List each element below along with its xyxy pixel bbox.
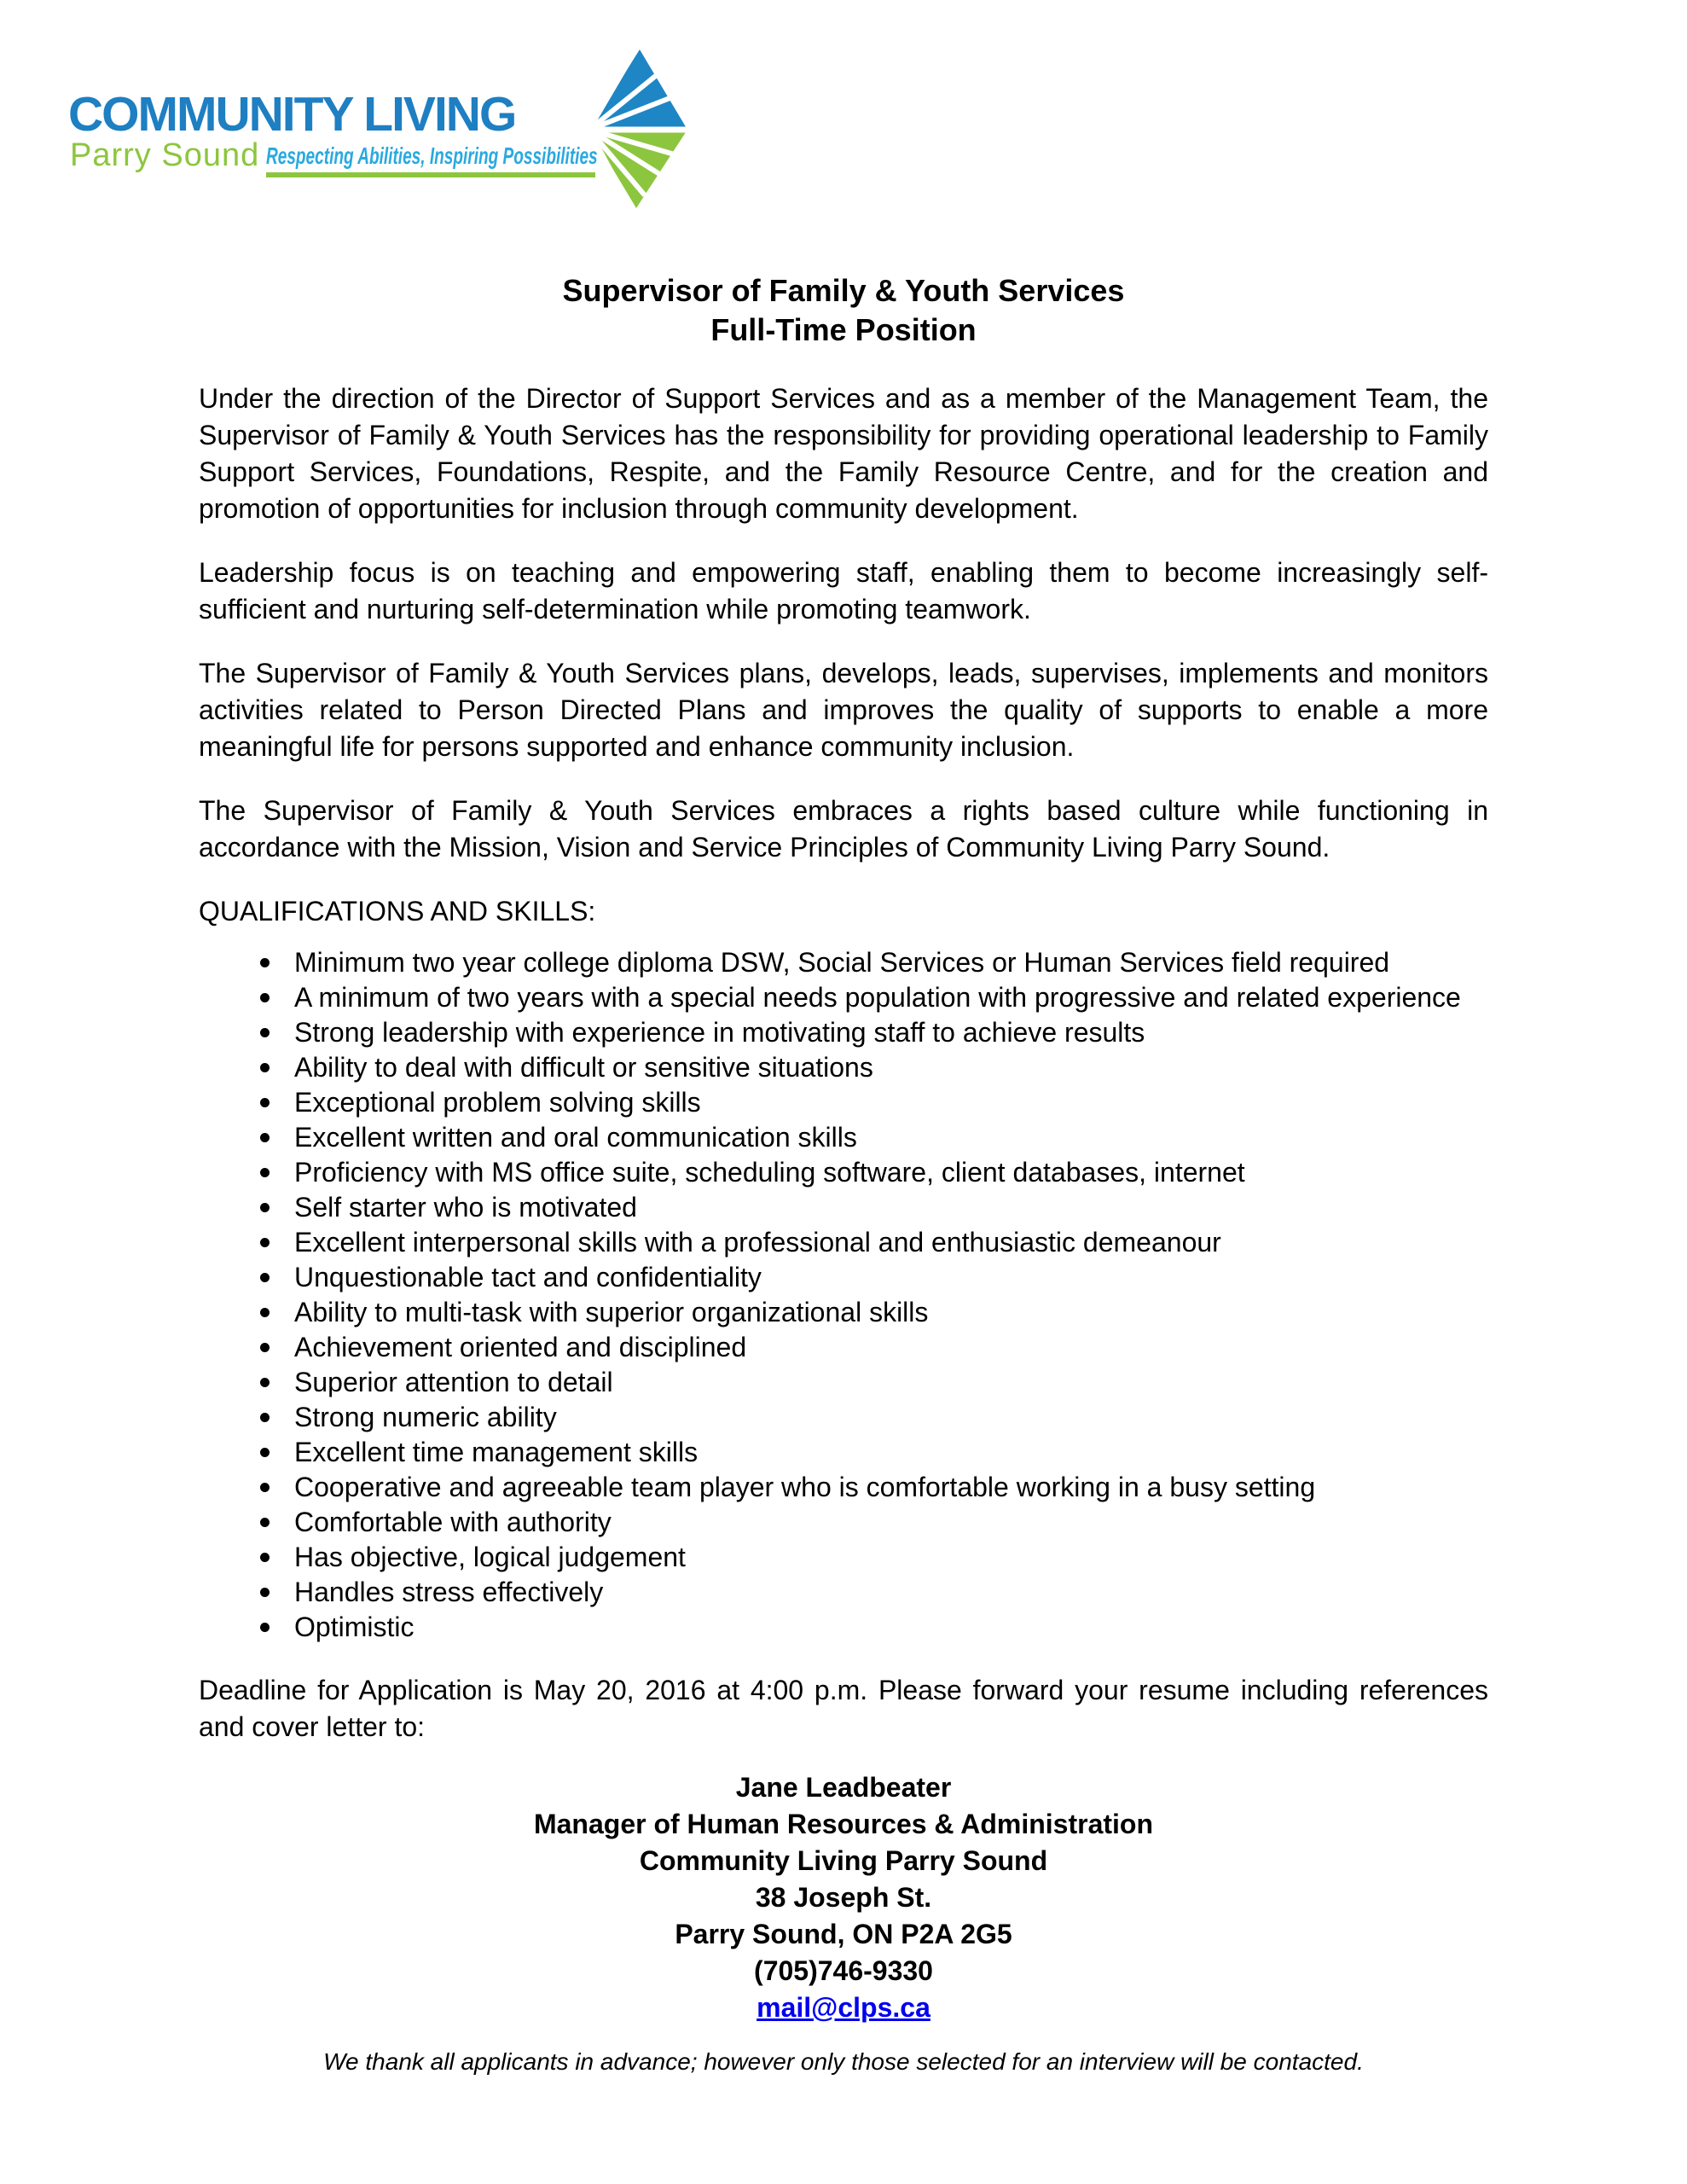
qualification-item: Optimistic: [252, 1610, 1488, 1645]
logo-location: Parry Sound: [70, 137, 260, 173]
logo-diamond-arrow-icon: [588, 49, 689, 209]
logo-tagline: Respecting Abilities, Inspiring Possibilities: [266, 142, 598, 169]
qualification-item: Strong numeric ability: [252, 1400, 1488, 1435]
qualification-item: Minimum two year college diploma DSW, Social Services or Human Services field required: [252, 945, 1488, 980]
contact-organization: Community Living Parry Sound: [639, 1845, 1048, 1876]
document-body: [199, 271, 1488, 2077]
footer-note: We thank all applicants in advance; however only those selected for an interview will be contacted.: [323, 2048, 1364, 2075]
qualification-item: Cooperative and agreeable team player who is comfortable working in a busy setting: [252, 1470, 1488, 1505]
qualifications-list: [252, 945, 1488, 1645]
qualification-item: Excellent interpersonal skills with a professional and enthusiastic demeanour: [252, 1225, 1488, 1260]
qualification-item: Handles stress effectively: [252, 1575, 1488, 1610]
contact-block: [199, 1769, 1488, 2026]
contact-city: Parry Sound, ON P2A 2G5: [675, 1919, 1012, 1949]
qualification-item: Proficiency with MS office suite, scheduling software, client databases, internet: [252, 1155, 1488, 1190]
qualifications-heading: QUALIFICATIONS AND SKILLS:: [199, 896, 596, 926]
intro-paragraph-2: Leadership focus is on teaching and empowering staff, enabling them to become increasingly self-sufficient and nurturing self-determination while promoting teamwork.: [199, 557, 1488, 624]
logo-wordmark: COMMUNITY LIVING: [68, 87, 516, 142]
qualification-item: Strong leadership with experience in motivating staff to achieve results: [252, 1015, 1488, 1050]
qualification-item: A minimum of two years with a special needs population with progressive and related experience: [252, 980, 1488, 1015]
contact-phone: (705)746-9330: [754, 1955, 933, 1986]
intro-paragraph-4: The Supervisor of Family & Youth Services embraces a rights based culture while functioning in accordance with the Mission, Vision and Service Principles of Community Living Parry Sound.: [199, 795, 1488, 863]
community-living-logo: [68, 36, 716, 219]
contact-role: Manager of Human Resources & Administration: [533, 1809, 1154, 1839]
email-link[interactable]: mail@clps.ca: [757, 1992, 930, 2023]
contact-name: Jane Leadbeater: [735, 1772, 952, 1803]
qualification-item: Ability to deal with difficult or sensitive situations: [252, 1050, 1488, 1085]
qualification-item: Comfortable with authority: [252, 1505, 1488, 1540]
intro-paragraph-1: Under the direction of the Director of Support Services and as a member of the Management Team, the Supervisor of Family & Youth Services has the responsibility for providing operational leadership to Family Support Services, Foundations, Respite, and the Family Resource Centre, and for the creation and promotion of opportunities for inclusion through community development.: [199, 383, 1488, 524]
page-title-line1: Supervisor of Family & Youth Services: [562, 273, 1125, 308]
qualification-item: Superior attention to detail: [252, 1365, 1488, 1400]
qualification-item: Has objective, logical judgement: [252, 1540, 1488, 1575]
qualification-item: Excellent written and oral communication skills: [252, 1120, 1488, 1155]
contact-email-row: [199, 1989, 1488, 2026]
page-title-line2: Full-Time Position: [710, 312, 977, 347]
qualification-item: Ability to multi-task with superior organizational skills: [252, 1295, 1488, 1330]
intro-paragraph-3: The Supervisor of Family & Youth Services plans, develops, leads, supervises, implements and monitors activities related to Person Directed Plans and improves the quality of supports to enable a more meaningful life for persons supported and enhance community inclusion.: [199, 658, 1488, 762]
page-title: [199, 271, 1488, 350]
contact-street: 38 Joseph St.: [755, 1882, 932, 1913]
qualification-item: Exceptional problem solving skills: [252, 1085, 1488, 1120]
qualification-item: Unquestionable tact and confidentiality: [252, 1260, 1488, 1295]
qualification-item: Self starter who is motivated: [252, 1190, 1488, 1225]
qualification-item: Achievement oriented and disciplined: [252, 1330, 1488, 1365]
logo-underline-rule: [266, 172, 595, 177]
application-deadline: Deadline for Application is May 20, 2016 at 4:00 p.m. Please forward your resume including references and cover letter to:: [199, 1675, 1488, 1742]
qualification-item: Excellent time management skills: [252, 1435, 1488, 1470]
